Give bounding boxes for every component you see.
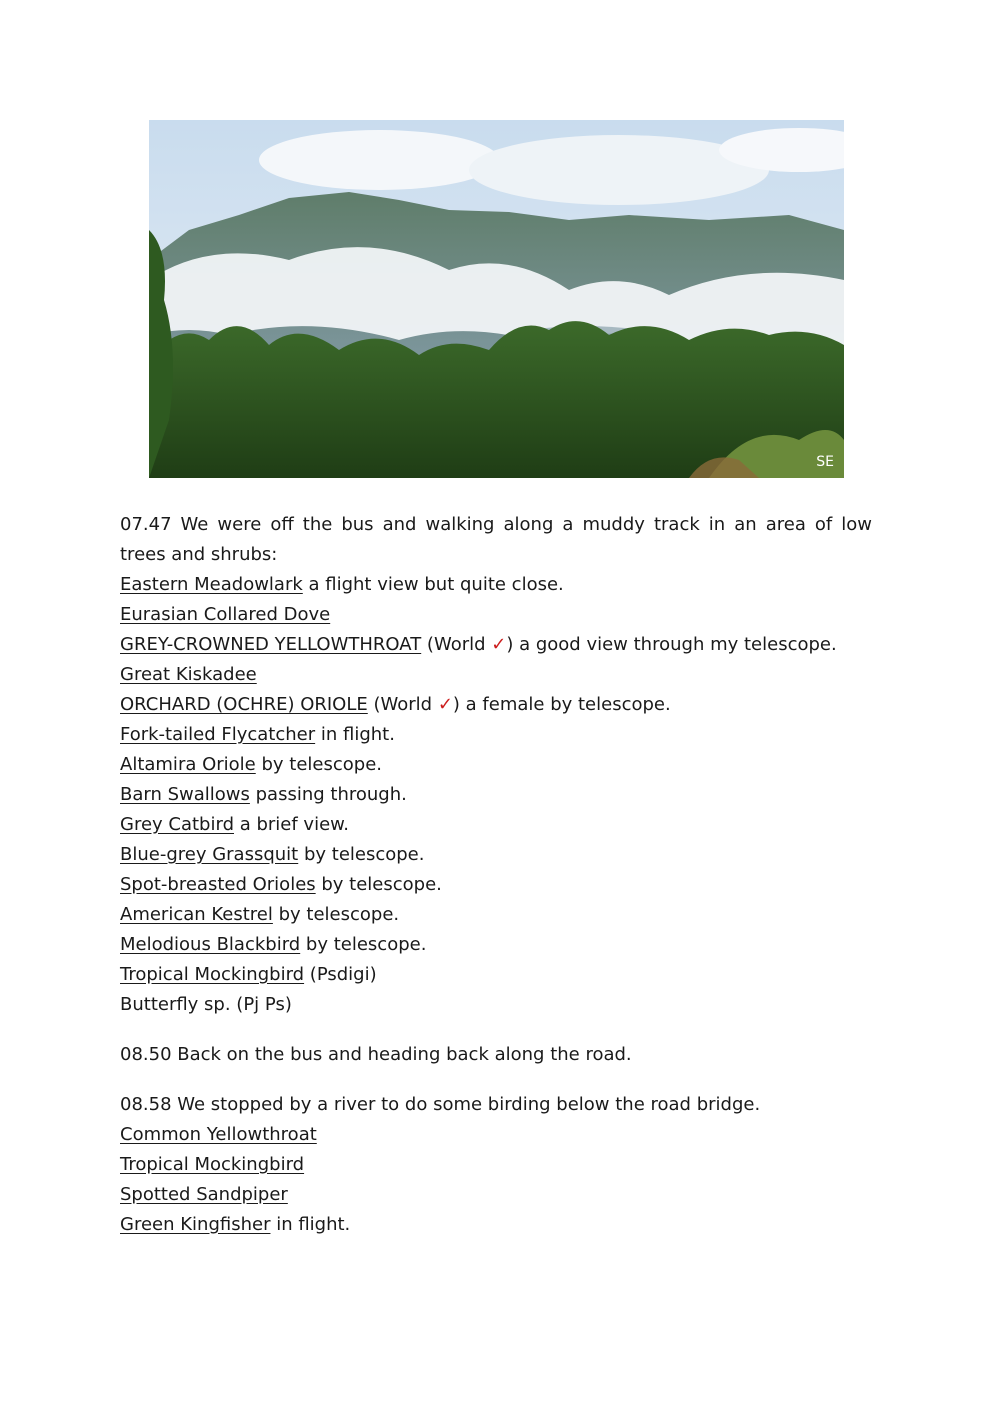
list-item (120, 600, 872, 630)
species-note: (Psdigi) (304, 964, 377, 985)
list-item (120, 840, 872, 870)
species-note: in flight. (315, 724, 395, 745)
species-name: Tropical Mockingbird (120, 1154, 305, 1175)
species-note: a flight view but quite close. (302, 574, 564, 595)
list-item (120, 750, 872, 780)
list-item (120, 630, 872, 660)
list-item (120, 870, 872, 900)
list-item (120, 570, 872, 600)
species-name: Great Kiskadee (120, 664, 257, 685)
species-note: in flight. (270, 1214, 351, 1235)
list-item (120, 1150, 872, 1180)
species-note: by telescope. (315, 874, 442, 895)
section3-intro: 08.58 We stopped by a river to do some birding below the road bridge. (120, 1094, 761, 1115)
species-name: Blue-grey Grassquit (120, 844, 299, 865)
list-item (120, 690, 872, 720)
list-item (120, 1120, 872, 1150)
species-name: Altamira Oriole (120, 754, 256, 775)
species-note: ) a good view through my telescope. (506, 634, 837, 655)
species-name: Melodious Blackbird (120, 934, 301, 955)
species-name: Eurasian Collared Dove (120, 604, 331, 625)
checkmark-icon: ✓ (437, 694, 453, 715)
species-name: GREY-CROWNED YELLOWTHROAT (120, 634, 422, 655)
list-item (120, 660, 872, 690)
species-note: by telescope. (300, 934, 427, 955)
section1-intro-line1: 07.47 We were off the bus and walking along a muddy track in an area of low (120, 514, 872, 535)
list-item (120, 930, 872, 960)
species-name: Spotted Sandpiper (120, 1184, 288, 1205)
species-note: by telescope. (298, 844, 425, 865)
species-name: Tropical Mockingbird (120, 964, 305, 985)
section2-text: 08.50 Back on the bus and heading back along the road. (120, 1044, 632, 1065)
trip-report-text (120, 510, 872, 1240)
landscape-photo (149, 120, 844, 478)
species-name: Barn Swallows (120, 784, 250, 805)
species-note: a brief view. (234, 814, 349, 835)
species-note: by telescope. (255, 754, 382, 775)
checkmark-icon: ✓ (491, 634, 507, 655)
mountain-cloud-forest-image (149, 120, 844, 478)
list-item (120, 780, 872, 810)
species-name: Grey Catbird (120, 814, 234, 835)
species-prefix: (World (421, 634, 492, 655)
species-prefix: (World (367, 694, 438, 715)
list-item (120, 1210, 872, 1240)
photo-credit: SE (816, 454, 834, 470)
list-item (120, 1180, 872, 1210)
species-name: Eastern Meadowlark (120, 574, 303, 595)
species-note: by telescope. (272, 904, 400, 925)
paragraph-gap (120, 1020, 872, 1040)
list-item (120, 810, 872, 840)
species-name: Common Yellowthroat (120, 1124, 317, 1145)
section1-intro-line2: trees and shrubs: (120, 544, 278, 565)
list-item (120, 900, 872, 930)
paragraph-gap (120, 1070, 872, 1090)
species-name: ORCHARD (OCHRE) ORIOLE (120, 694, 368, 715)
species-name: American Kestrel (120, 904, 273, 925)
species-note: passing through. (249, 784, 407, 805)
butterfly-line: Butterfly sp. (Pj Ps) (120, 994, 292, 1015)
species-name: Spot-breasted Orioles (120, 874, 316, 895)
species-name: Green Kingfisher (120, 1214, 271, 1235)
species-name: Fork-tailed Flycatcher (120, 724, 316, 745)
list-item (120, 960, 872, 990)
list-item (120, 720, 872, 750)
species-note: ) a female by telescope. (452, 694, 671, 715)
